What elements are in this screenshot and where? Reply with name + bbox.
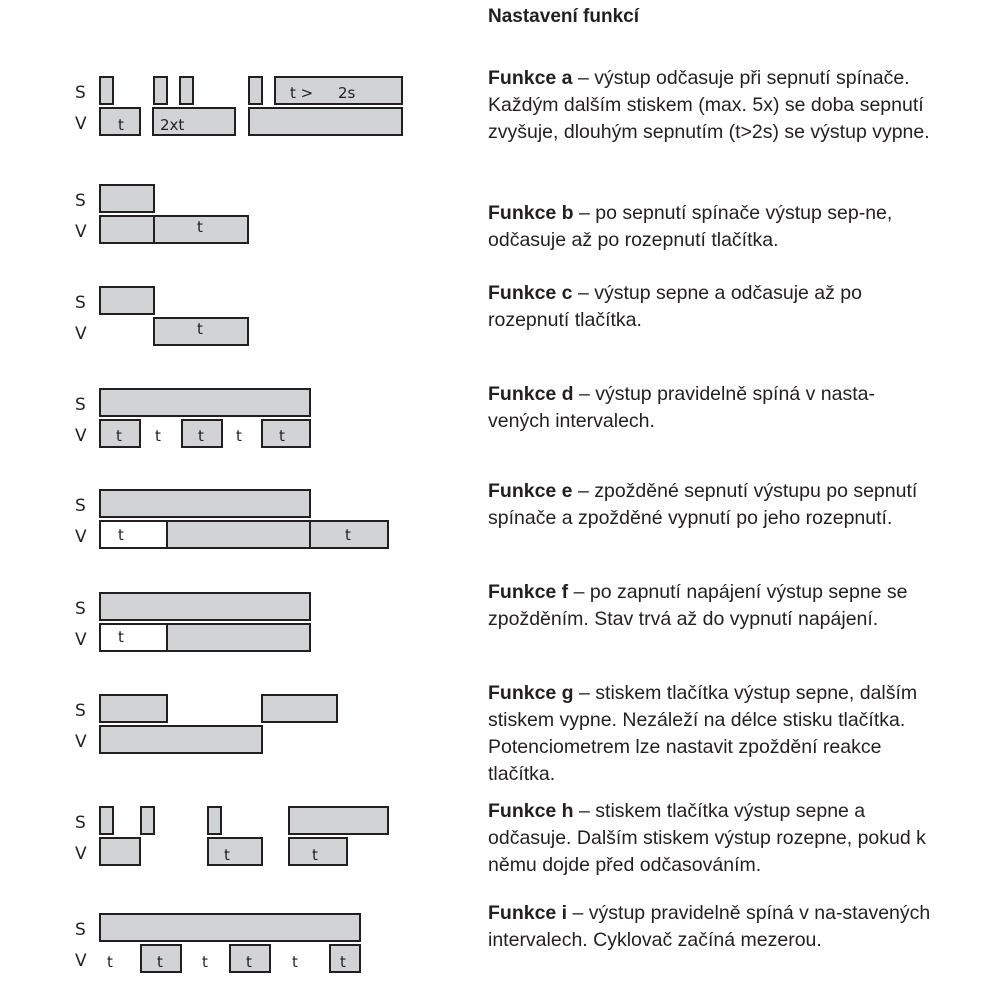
function-h-switch-pulse (100, 807, 113, 834)
function-c-description (488, 280, 933, 334)
function-c-v-label: V (75, 324, 87, 344)
function-h-time-label: t (312, 846, 318, 864)
function-e-text: – zpožděné sepnutí výstupu po sepnutí spínače a zpožděné vypnutí po jeho rozepnutí. (488, 480, 918, 529)
function-a-description (488, 65, 933, 146)
function-h-description (488, 798, 933, 879)
timing-boxes (100, 77, 402, 972)
function-g-switch-pulse (100, 695, 167, 722)
function-g-description (488, 680, 933, 788)
function-g-output-pulse (100, 726, 262, 753)
function-i-description (488, 900, 933, 954)
function-f-text: – po zapnutí napájení výstup sepne se zpožděním. Stav trvá až do vypnutí napájení. (488, 581, 908, 630)
function-g-v-label: V (75, 732, 87, 752)
function-a-switch-pulse (180, 77, 193, 104)
function-i-time-label: t (202, 953, 208, 971)
function-d-s-label: S (75, 395, 86, 415)
function-f-switch-pulse (100, 593, 310, 620)
function-i-name: Funkce i (488, 902, 568, 924)
function-f-time-label: t (118, 628, 124, 646)
function-g-switch-pulse (262, 695, 337, 722)
function-i-time-label: t (340, 953, 346, 971)
function-f-name: Funkce f (488, 581, 569, 603)
function-e-v-label: V (75, 527, 87, 547)
function-h-time-label: t (224, 846, 230, 864)
page-title: Nastavení funkcí (488, 6, 639, 27)
function-a-text: – výstup odčasuje při sepnutí spínače. Každým dalším stiskem (max. 5x) se doba sepnutí zvyšuje, dlouhým sepnutím (t>2s) se výstup vypne. (488, 67, 930, 143)
function-a-time-label: t (118, 116, 124, 134)
function-f-s-label: S (75, 599, 86, 619)
function-i-time-label: t (292, 953, 298, 971)
function-f-description (488, 579, 933, 633)
function-c-text: – výstup sepne a odčasuje až po rozepnutí tlačítka. (488, 282, 862, 331)
function-b-time-label: t (197, 218, 203, 236)
function-e-switch-pulse (100, 490, 310, 517)
function-d-v-label: V (75, 426, 87, 446)
function-i-switch-pulse (100, 914, 360, 941)
function-h-v-label: V (75, 844, 87, 864)
function-d-text: – výstup pravidelně spíná v nasta-vených intervalech. (488, 383, 875, 432)
function-c-time-label: t (197, 320, 203, 338)
function-h-switch-pulse (208, 807, 221, 834)
function-a-time-label: 2s (338, 84, 356, 102)
function-h-output-pulse (289, 838, 347, 865)
function-c-s-label: S (75, 293, 86, 313)
function-e-time-label: t (345, 526, 351, 544)
function-a-v-label: V (75, 114, 87, 134)
function-h-switch-pulse (141, 807, 154, 834)
function-d-name: Funkce d (488, 383, 574, 405)
function-d-time-label: t (116, 427, 122, 445)
function-h-output-pulse (208, 838, 262, 865)
function-c-name: Funkce c (488, 282, 573, 304)
function-e-output-pulse (100, 521, 167, 548)
function-d-time-label: t (198, 427, 204, 445)
function-g-s-label: S (75, 701, 86, 721)
function-i-v-label: V (75, 951, 87, 971)
function-h-name: Funkce h (488, 800, 574, 822)
function-f-output-pulse (167, 624, 310, 651)
function-c-switch-pulse (100, 287, 154, 314)
function-d-time-label: t (155, 427, 161, 445)
function-i-text: – výstup pravidelně spíná v na-stavených intervalech. Cyklovač začíná mezerou. (488, 902, 931, 951)
function-a-time-label: t > (290, 84, 314, 102)
function-h-switch-pulse (289, 807, 388, 834)
function-i-time-label: t (157, 953, 163, 971)
function-d-output-pulse (262, 420, 310, 447)
function-g-name: Funkce g (488, 682, 574, 704)
function-a-output-pulse (249, 108, 402, 135)
function-b-switch-pulse (100, 185, 154, 212)
function-b-description (488, 200, 933, 254)
function-b-v-label: V (75, 222, 87, 242)
function-a-s-label: S (75, 83, 86, 103)
function-a-name: Funkce a (488, 67, 573, 89)
function-b-text: – po sepnutí spínače výstup sep-ne, odčasuje až po rozepnutí tlačítka. (488, 202, 893, 251)
function-b-output-pulse (100, 216, 154, 243)
function-g-text: – stiskem tlačítka výstup sepne, dalším stiskem vypne. Nezáleží na délce stisku tlačítka. Potenciometrem lze nastavit zpoždění reakce tlačítka. (488, 682, 918, 785)
function-d-description (488, 381, 933, 435)
function-e-name: Funkce e (488, 480, 573, 502)
function-i-s-label: S (75, 920, 86, 940)
function-f-v-label: V (75, 630, 87, 650)
function-f-output-pulse (100, 624, 167, 651)
function-d-time-label: t (236, 427, 242, 445)
function-a-switch-pulse (100, 77, 113, 104)
function-d-time-label: t (279, 427, 285, 445)
function-e-output-pulse (167, 521, 310, 548)
function-b-name: Funkce b (488, 202, 574, 224)
function-i-time-label: t (107, 953, 113, 971)
function-h-text: – stiskem tlačítka výstup sepne a odčasuje. Dalším stiskem výstup rozepne, pokud k němu dojde před odčasováním. (488, 800, 926, 876)
timing-diagrams (0, 0, 480, 1000)
function-d-switch-pulse (100, 389, 310, 416)
function-a-switch-pulse (154, 77, 167, 104)
function-b-s-label: S (75, 191, 86, 211)
function-i-time-label: t (246, 953, 252, 971)
function-h-output-pulse (100, 838, 140, 865)
function-e-description (488, 478, 933, 532)
function-h-s-label: S (75, 813, 86, 833)
function-a-switch-pulse (249, 77, 262, 104)
function-a-time-label: 2xt (160, 116, 185, 134)
function-e-time-label: t (118, 526, 124, 544)
function-e-s-label: S (75, 496, 86, 516)
